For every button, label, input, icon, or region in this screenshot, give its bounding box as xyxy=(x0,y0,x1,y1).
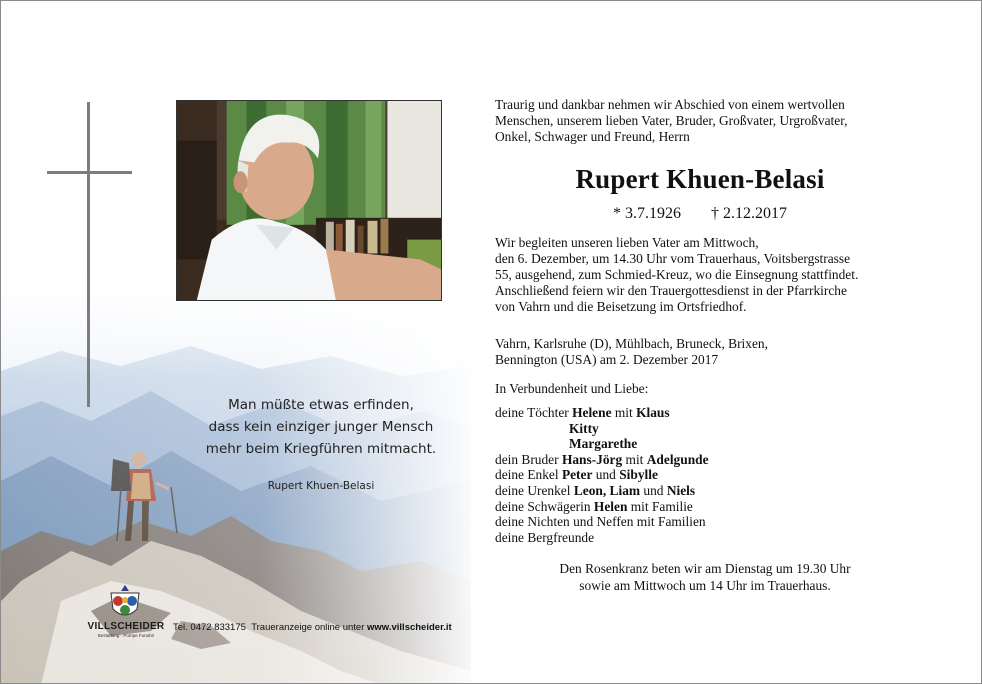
quote-line: mehr beim Kriegführen mitmacht. xyxy=(205,441,437,457)
family-member-line xyxy=(495,467,915,483)
death-date: † 2.12.2017 xyxy=(711,205,787,222)
life-dates xyxy=(495,205,905,223)
footer-contact xyxy=(173,622,452,633)
cross-icon-horizontal xyxy=(47,171,132,174)
family-member-line xyxy=(495,514,915,530)
verbundenheit-text: In Verbundenheit und Liebe: xyxy=(495,381,649,396)
rosary-text xyxy=(495,560,915,594)
funeral-line: Anschließend feiern wir den Trauergottesdienst in der Pfarrkirche xyxy=(495,283,847,298)
rosary-line: Den Rosenkranz beten wir am Dienstag um 19.30 Uhr xyxy=(559,561,851,576)
family-member-name: Adelgunde xyxy=(646,451,709,467)
funeral-line: den 6. Dezember, um 14.30 Uhr vom Trauerhaus, Voitsbergstrasse xyxy=(495,251,851,266)
logo-subtitle: Bestattung · Pompe Funebri xyxy=(97,633,155,638)
quote-line: dass kein einziger junger Mensch xyxy=(208,419,434,435)
deceased-name: Rupert Khuen-Belasi xyxy=(575,164,825,194)
family-member-line: Margarethe xyxy=(569,436,638,452)
funeral-line: von Vahrn und die Beisetzung im Ortsfriedhof. xyxy=(495,299,747,314)
family-member-relation: und xyxy=(640,482,667,498)
places-line: Bennington (USA) am 2. Dezember 2017 xyxy=(495,352,719,367)
quote-author: Rupert Khuen-Belasi xyxy=(267,480,375,492)
villscheider-logo-icon xyxy=(103,583,147,623)
logo-name: VILLSCHEIDER xyxy=(87,621,165,632)
family-member-relation: mit xyxy=(622,451,647,467)
family-member-relation: deine Urenkel xyxy=(495,482,574,498)
family-member-line: Kitty xyxy=(569,420,599,436)
funeral-line: Wir begleiten unseren lieben Vater am Mittwoch, xyxy=(495,235,759,250)
family-member-relation: deine Bergfreunde xyxy=(495,529,595,545)
funeral-details xyxy=(495,235,915,315)
footer-url-link[interactable]: www.villscheider.it xyxy=(367,622,452,633)
cross-icon-vertical xyxy=(87,102,90,407)
family-member-line xyxy=(495,483,915,499)
places-line: Vahrn, Karlsruhe (D), Mühlbach, Bruneck, Brixen, xyxy=(495,336,768,351)
family-member-relation: mit xyxy=(611,405,637,420)
mountain-scenery-image xyxy=(1,251,471,684)
quote-line: Man müßte etwas erfinden, xyxy=(228,397,414,413)
family-member-name: Helene xyxy=(572,405,612,420)
family-member-relation: dein Bruder xyxy=(495,451,562,467)
family-member-relation: deine Töchter xyxy=(495,405,573,420)
portrait-photo xyxy=(176,100,442,301)
intro-line: Menschen, unserem lieben Vater, Bruder, Großvater, Urgroßvater, xyxy=(495,113,848,128)
family-member-name: Helen xyxy=(593,498,628,514)
rosary-line: sowie am Mittwoch um 14 Uhr im Trauerhaus. xyxy=(579,578,831,593)
family-member-relation: und xyxy=(592,467,620,483)
family-member-line xyxy=(495,530,915,546)
intro-line: Traurig und dankbar nehmen wir Abschied von einem wertvollen xyxy=(495,97,845,112)
intro-paragraph xyxy=(495,97,915,145)
footer-online-text: Traueranzeige online unter xyxy=(251,622,365,633)
birth-date: * 3.7.1926 xyxy=(613,205,681,222)
family-member-name: Hans-Jörg xyxy=(561,451,623,467)
family-member-name: Klaus xyxy=(636,405,670,420)
family-member-relation: deine Schwägerin xyxy=(495,498,594,514)
funeral-line: 55, ausgehend, zum Schmied-Kreuz, wo die Einsegnung stattfindet. xyxy=(495,267,859,282)
quote-text xyxy=(191,394,451,460)
intro-line: Onkel, Schwager und Freund, Herrn xyxy=(495,129,690,144)
family-member-name: Peter xyxy=(561,467,593,483)
family-member-line xyxy=(495,452,915,468)
family-member-name: Leon, Liam xyxy=(573,482,641,498)
family-member-relation: mit Familie xyxy=(627,498,693,514)
family-member-name: Sibylle xyxy=(619,467,658,483)
family-member-name: Niels xyxy=(666,482,696,498)
family-member-line xyxy=(495,499,915,515)
family-member-relation: deine Nichten und Neffen mit Familien xyxy=(495,514,706,530)
family-list xyxy=(495,405,915,545)
footer-phone: Tel. 0472 833175 xyxy=(173,622,246,633)
family-member-relation: deine Enkel xyxy=(495,467,562,483)
places-text xyxy=(495,336,915,368)
family-member-line xyxy=(495,405,915,421)
